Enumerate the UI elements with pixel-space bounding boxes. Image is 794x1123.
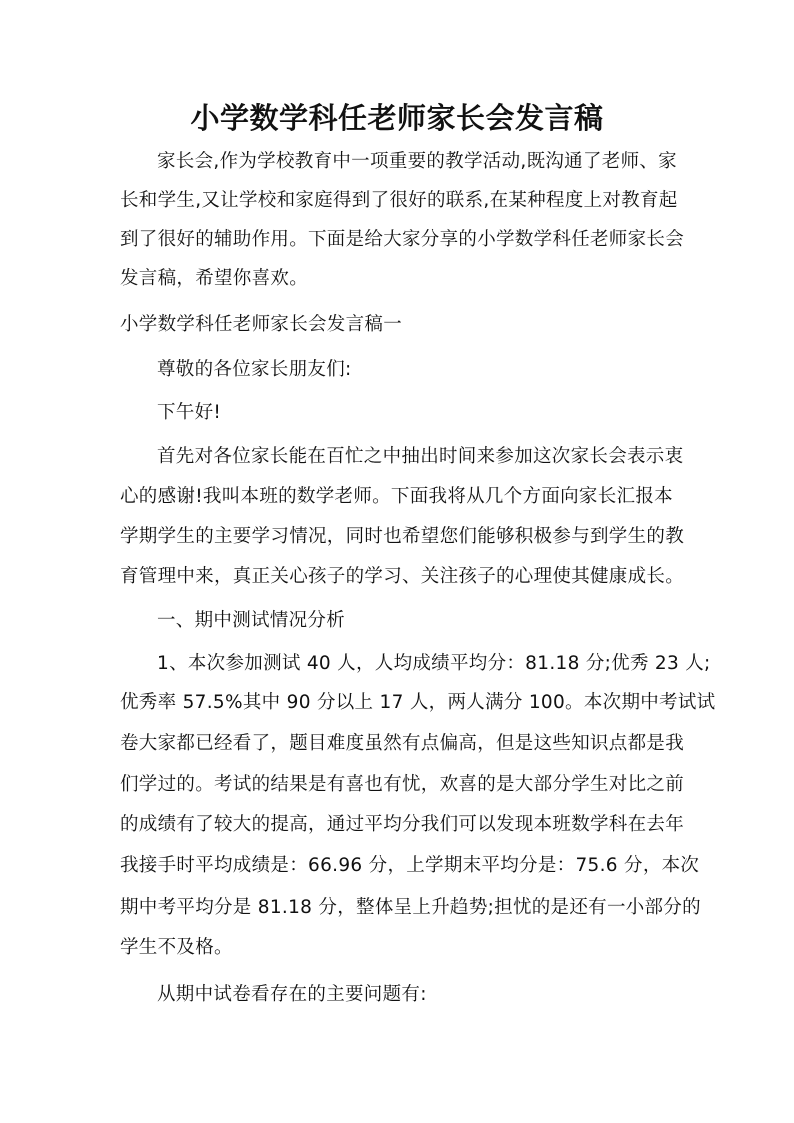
paragraph-line: 卷大家都已经看了，题目难度虽然有点偏高，但是这些知识点都是我 xyxy=(120,733,685,754)
paragraph-line: 们学过的。考试的结果是有喜也有忧，欢喜的是大部分学生对比之前 xyxy=(120,774,685,795)
section-heading: 小学数学科任老师家长会发言稿一 xyxy=(120,314,403,335)
paragraph-line: 家长会,作为学校教育中一项重要的教学活动,既沟通了老师、家 xyxy=(157,151,677,172)
paragraph-line: 发言稿，希望你喜欢。 xyxy=(120,268,309,289)
paragraph-line: 1、本次参加测试 40 人，人均成绩平均分：81.18 分;优秀 23 人; xyxy=(157,653,711,674)
paragraph-line: 从期中试卷看存在的主要问题有: xyxy=(157,984,427,1005)
salutation: 尊敬的各位家长朋友们: xyxy=(157,359,352,380)
paragraph-line: 期中考平均分是 81.18 分，整体呈上升趋势;担忧的是还有一小部分的 xyxy=(120,897,701,918)
paragraph-line: 长和学生,又让学校和家庭得到了很好的联系,在某种程度上对教育起 xyxy=(120,190,678,211)
paragraph-line: 优秀率 57.5%其中 90 分以上 17 人，两人满分 100。本次期中考试试 xyxy=(120,692,716,713)
paragraph-line: 育管理中来，真正关心孩子的学习、关注孩子的心理使其健康成长。 xyxy=(120,566,685,587)
paragraph-line: 到了很好的辅助作用。下面是给大家分享的小学数学科任老师家长会 xyxy=(120,229,685,250)
paragraph-line: 我接手时平均成绩是：66.96 分，上学期末平均分是：75.6 分，本次 xyxy=(120,855,700,876)
paragraph-line: 学生不及格。 xyxy=(120,937,233,958)
paragraph-line: 首先对各位家长能在百忙之中抽出时间来参加这次家长会表示衷 xyxy=(157,446,684,467)
document-title: 小学数学科任老师家长会发言稿 xyxy=(190,101,604,135)
greeting: 下午好! xyxy=(157,402,222,423)
paragraph-line: 心的感谢!我叫本班的数学老师。下面我将从几个方面向家长汇报本 xyxy=(120,486,673,507)
paragraph-line: 学期学生的主要学习情况，同时也希望您们能够积极参与到学生的教 xyxy=(120,526,685,547)
paragraph-line: 的成绩有了较大的提高，通过平均分我们可以发现本班数学科在去年 xyxy=(120,814,685,835)
subsection-heading: 一、期中测试情况分析 xyxy=(157,610,346,631)
